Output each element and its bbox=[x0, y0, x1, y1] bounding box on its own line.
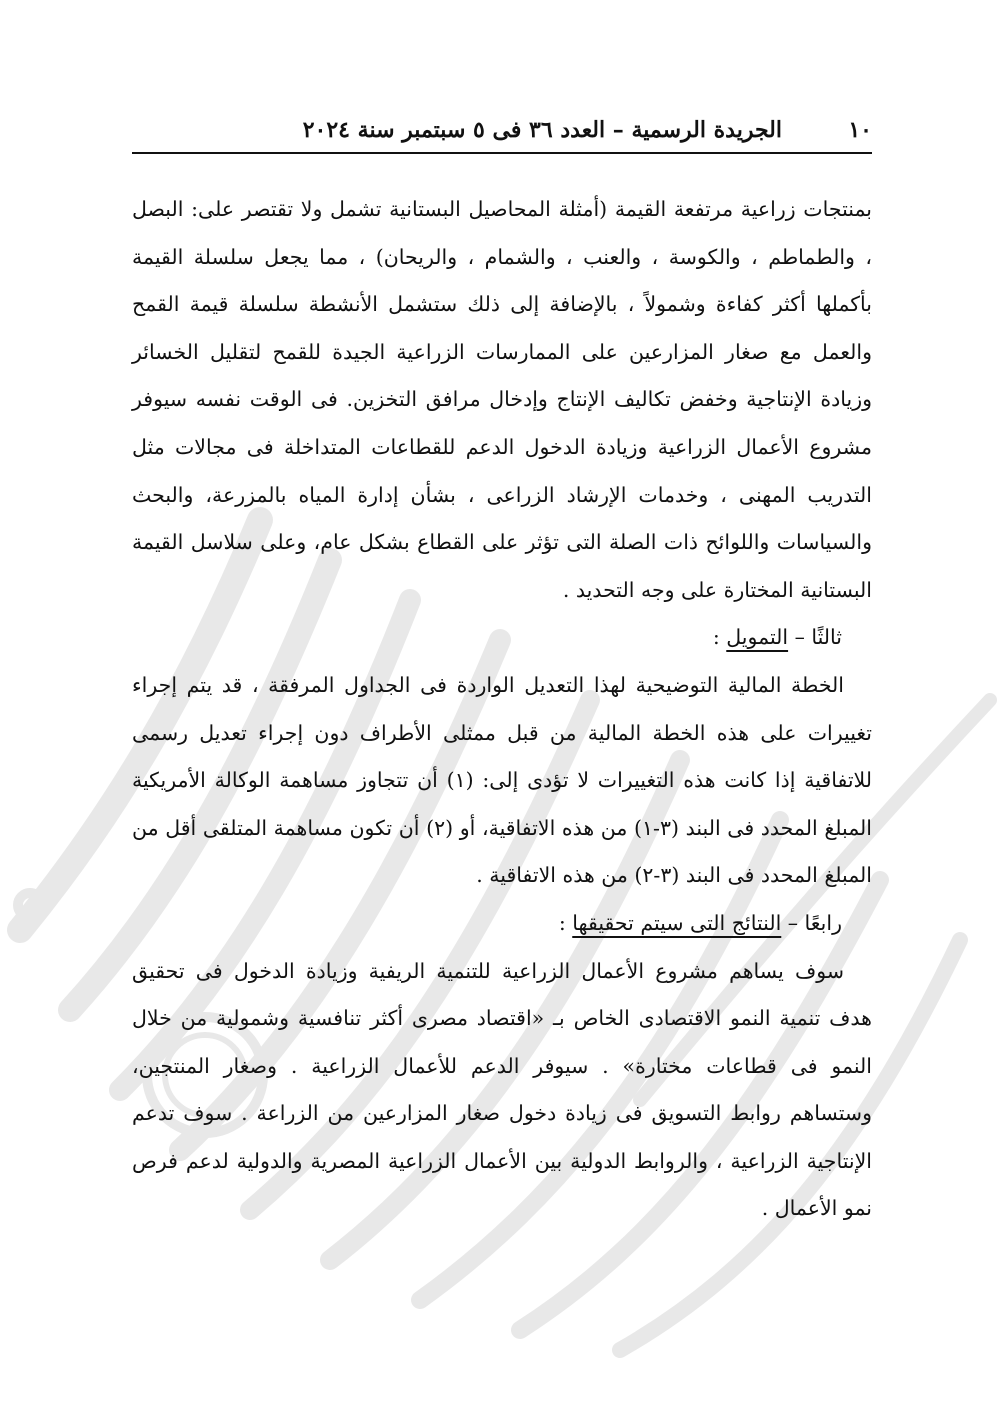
section-colon: : bbox=[558, 910, 573, 935]
paragraph-results: سوف يساهم مشروع الأعمال الزراعية للتنمية الريفية وزيادة الدخول فى تحقيق هدف تنمية النمو الاقتصادى الخاص بـ «اقتصاد مصرى أكثر تنافسية وشمولية من خلال النمو فى قطاعات مختارة» . سيوفر الدعم للأعمال الزراعية . وصغار المنتجين، وستساهم روابط التسويق فى زيادة دخول صغار المزارعين من الزراعة . سوف تدعم الإنتاجية الزراعية ، والروابط الدولية بين الأعمال الزراعية المصرية والدولية لدعم فرص نمو الأعمال . bbox=[132, 958, 872, 1221]
paragraph-financing: الخطة المالية التوضيحية لهذا التعديل الواردة فى الجداول المرفقة ، قد يتم إجراء تغييرات على هذه الخطة المالية من قبل ممثلى الأطراف دون إجراء تعديل رسمى للاتفاقية إذا كانت هذه التغييرات لا تؤدى إلى: (١) أن تتجاوز مساهمة الوكالة الأمريكية المبلغ المحدد فى البند (٣-١) من هذه الاتفاقية، أو (٢) أن تكون مساهمة المتلقى أقل من المبلغ المحدد فى البند (٣-٢) من هذه الاتفاقية . bbox=[132, 672, 873, 888]
page-number: ١٠ bbox=[848, 117, 872, 143]
section-number-third: ثالثًا – bbox=[788, 625, 842, 650]
section-colon: : bbox=[712, 625, 727, 650]
section-heading-financing bbox=[132, 614, 872, 662]
section-number-fourth: رابعًا – bbox=[781, 910, 842, 935]
gazette-title: الجريدة الرسمية – العدد ٣٦ فى ٥ سبتمبر سنة ٢٠٢٤ bbox=[302, 117, 782, 143]
section-heading-results bbox=[132, 900, 872, 948]
paragraph-horticulture: بمنتجات زراعية مرتفعة القيمة (أمثلة المحاصيل البستانية تشمل ولا تقتصر على: البصل ، والطماطم ، والكوسة ، والعنب ، والشمام ، والريحان) ، مما يجعل سلسلة القيمة بأكملها أكثر كفاءة وشمولاً ، بالإضافة إلى ذلك ستشمل الأنشطة سلسلة قيمة القمح والعمل مع صغار المزارعين على الممارسات الزراعية الجيدة للقمح لتقليل الخسائر وزيادة الإنتاجية وخفض تكاليف الإنتاج وإدخال مرافق التخزين. فى الوقت نفسه سيوفر مشروع الأعمال الزراعية وزيادة الدخول الدعم للقطاعات المتداخلة فى مجالات مثل التدريب المهنى ، وخدمات الإرشاد الزراعى ، بشأن إدارة المياه بالمزرعة، والبحث والسياسات واللوائح ذات الصلة التى تؤثر على القطاع بشكل عام، وعلى سلاسل القيمة البستانية المختارة على وجه التحديد . bbox=[132, 197, 872, 602]
page-header bbox=[132, 108, 872, 154]
document-body bbox=[132, 186, 872, 1233]
section-title-financing: التمويل bbox=[726, 625, 789, 650]
section-title-results: النتائج التى سيتم تحقيقها bbox=[572, 910, 782, 935]
